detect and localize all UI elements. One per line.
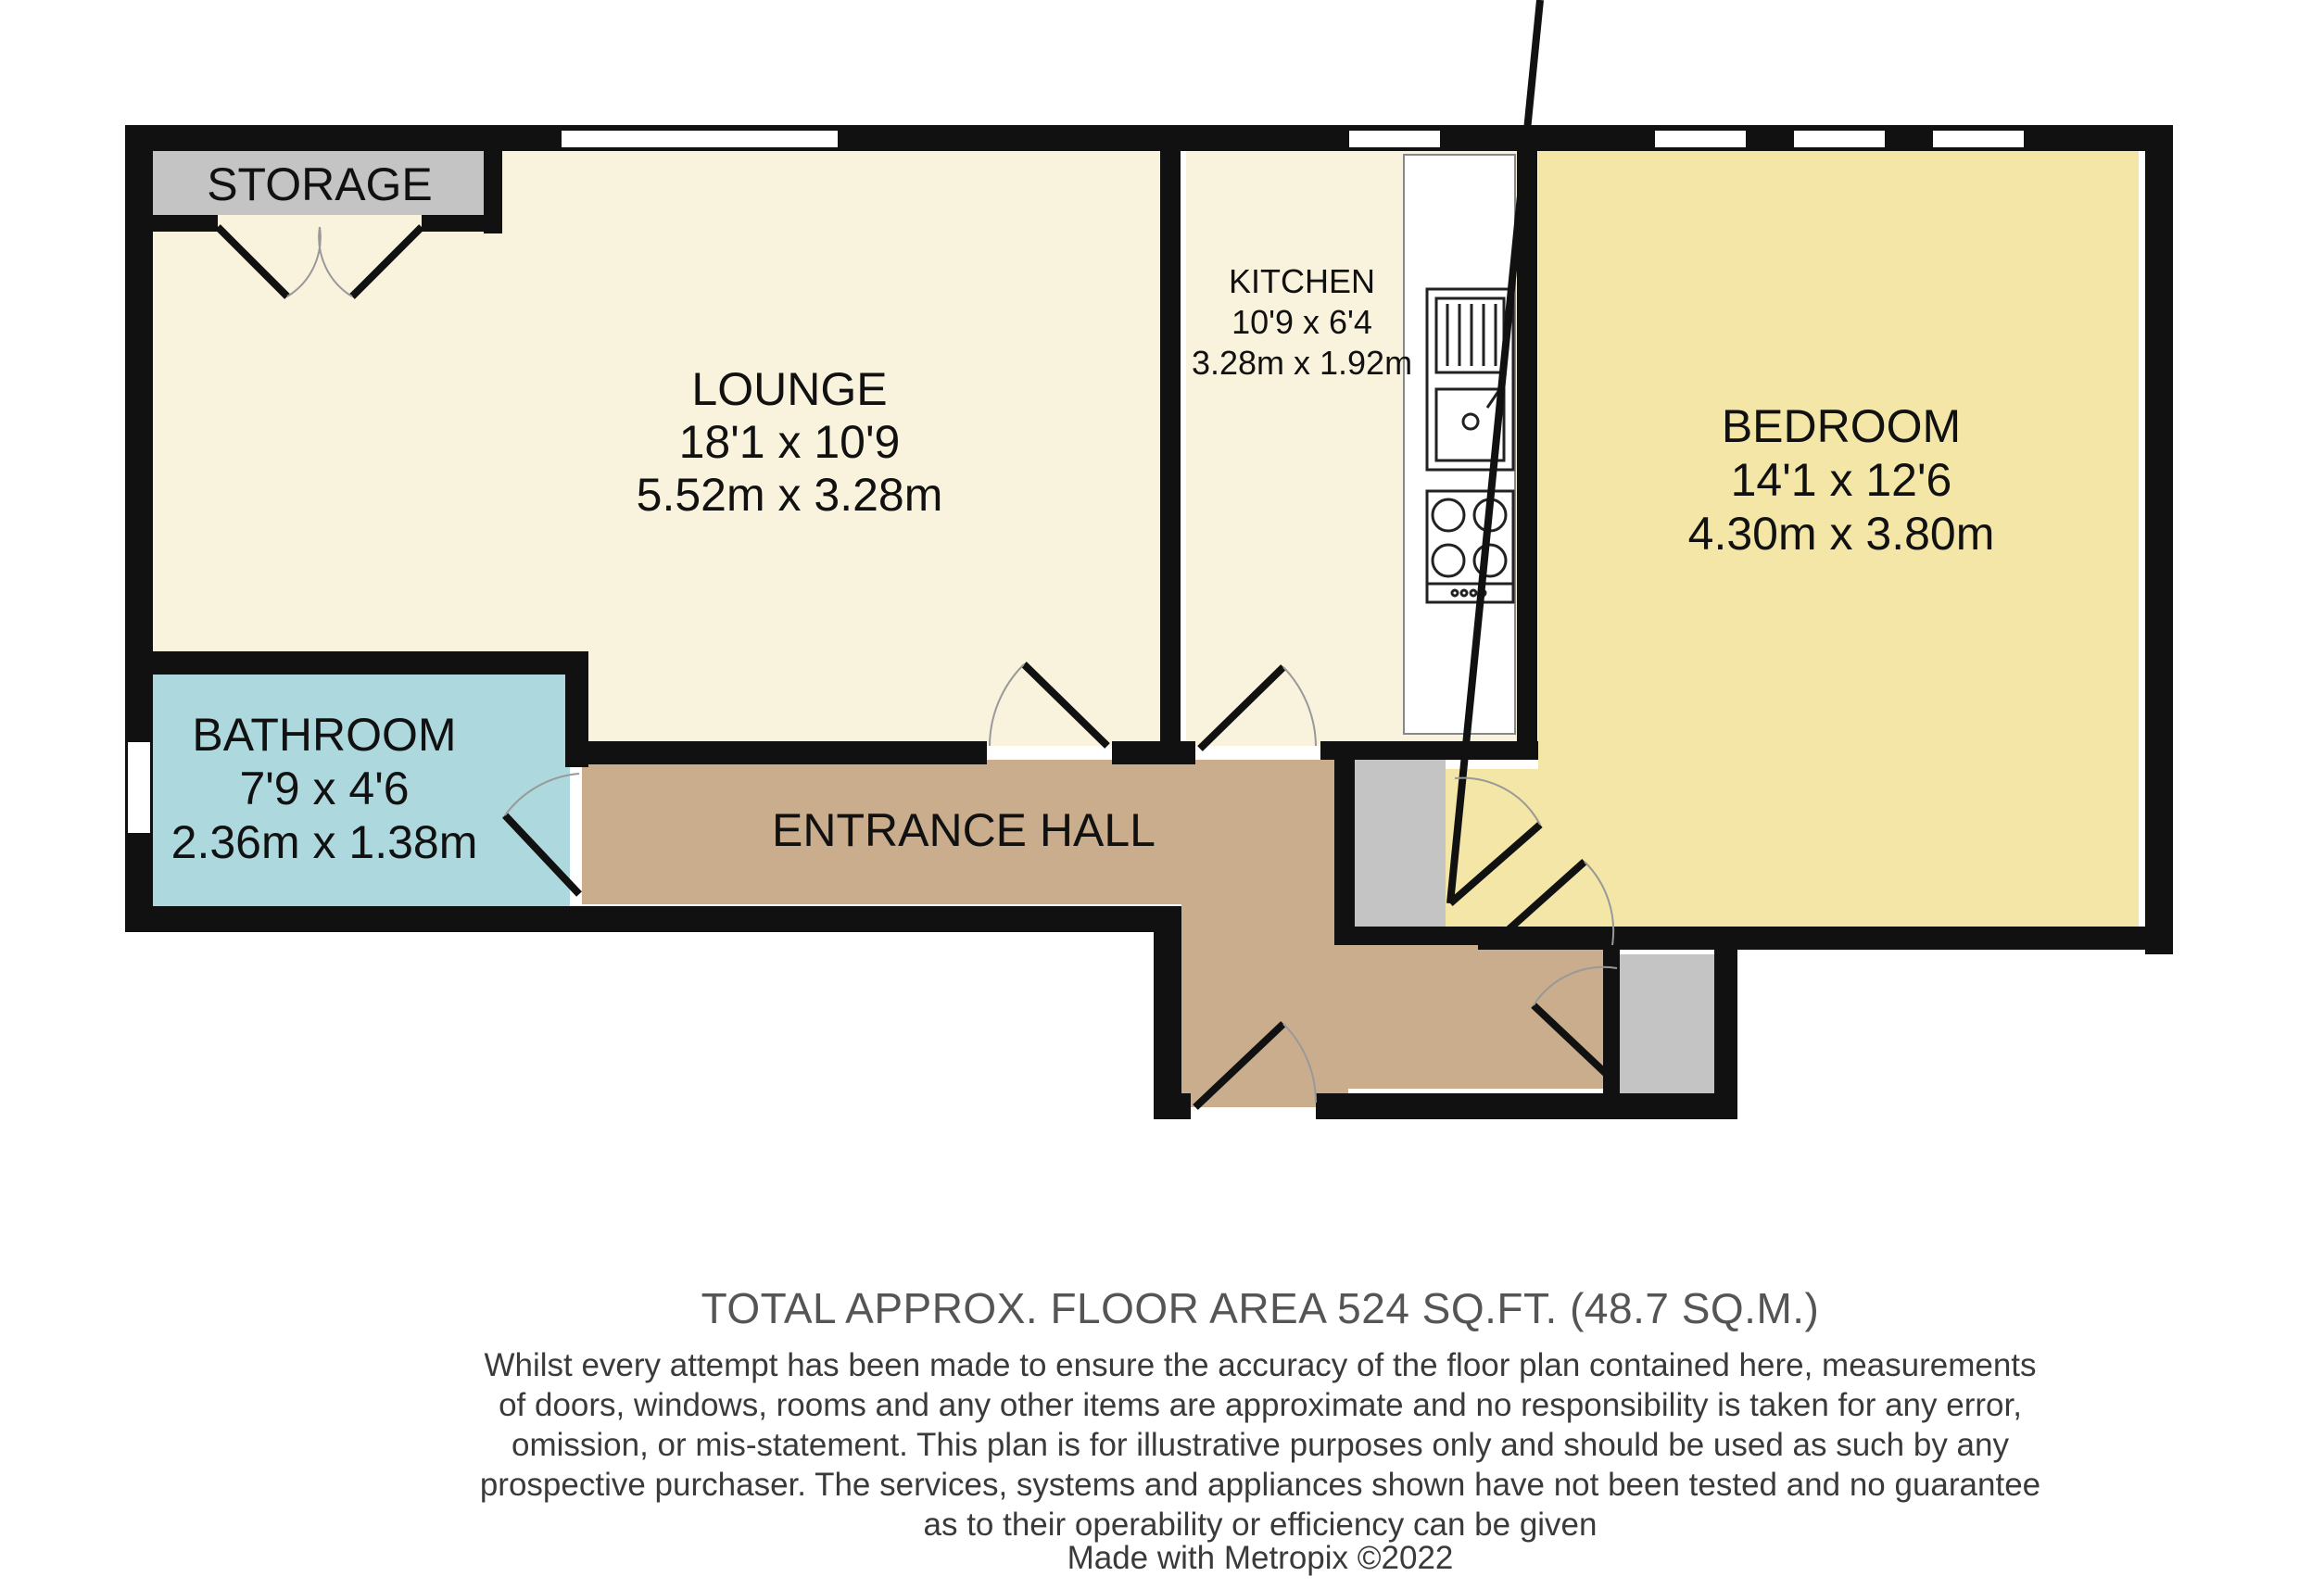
cupboard-right [1620, 954, 1717, 1093]
disclaimer-line: of doors, windows, rooms and any other items are approximate and no responsibility is taken for any error, [499, 1387, 2022, 1423]
cupboard-left [1353, 760, 1446, 931]
hall-floor-lower [1181, 760, 1348, 1107]
bedroom-imperial: 14'1 x 12'6 [1730, 454, 1952, 506]
hall-floor-corridor [1334, 945, 1617, 1089]
bedroom-name: BEDROOM [1721, 400, 1962, 452]
lounge-imperial: 18'1 x 10'9 [678, 416, 901, 468]
wall-lounge-hall-b [1112, 741, 1195, 764]
storage-label: STORAGE [207, 158, 433, 210]
lounge-metric: 5.52m x 3.28m [636, 469, 943, 521]
wall-bottom-left [125, 906, 1181, 932]
disclaimer-line: Whilst every attempt has been made to ensure the accuracy of the floor plan contained here, measurements [484, 1347, 2037, 1383]
lounge-floor-lower [575, 655, 1165, 746]
bedroom-metric: 4.30m x 3.80m [1687, 508, 1995, 560]
bathroom-name: BATHROOM [192, 709, 457, 761]
wall-storage-bottom-b [422, 215, 500, 232]
lounge-name: LOUNGE [691, 363, 888, 415]
wall-storage-bottom [153, 215, 218, 232]
wall-hall-bottom-b [1316, 1093, 1737, 1119]
bathroom-metric: 2.36m x 1.38m [171, 816, 478, 868]
hob-icon [1427, 491, 1513, 602]
wall-cupboard-left-outer [1334, 750, 1355, 945]
kitchen-imperial: 10'9 x 6'4 [1231, 303, 1372, 341]
disclaimer-line: prospective purchaser. The services, systems and appliances shown have not been tested and no guarantee [479, 1467, 2041, 1503]
total-floor-area: TOTAL APPROX. FLOOR AREA 524 SQ.FT. (48.7 SQ.M.) [701, 1284, 1820, 1332]
disclaimer-line: omission, or mis-statement. This plan is for illustrative purposes only and should be used as such by any [512, 1427, 2009, 1463]
wall-hall-bottom-a [1154, 1093, 1191, 1119]
disclaimer-line: as to their operability or efficiency can be given [923, 1507, 1598, 1543]
wall-hall-lower-left [1154, 906, 1181, 1119]
window-lounge [561, 130, 839, 148]
wall-right [2145, 125, 2173, 954]
wall-hall-right [1714, 927, 1737, 1119]
wall-lounge-hall-a [565, 741, 987, 764]
lounge-floor [153, 150, 1165, 655]
credit-line: Made with Metropix ©2022 [1067, 1540, 1454, 1576]
bathroom-imperial: 7'9 x 4'6 [239, 763, 410, 814]
kitchen-name: KITCHEN [1228, 262, 1376, 300]
hall-name: ENTRANCE HALL [772, 804, 1156, 856]
room-fills [153, 150, 2139, 1107]
wall-kitchen-bedroom [1517, 150, 1537, 752]
kitchen-metric: 3.28m x 1.92m [1191, 344, 1413, 382]
window-bedroom-2 [1793, 130, 1886, 148]
window-bathroom [127, 741, 151, 834]
window-bedroom-1 [1654, 130, 1747, 148]
window-kitchen [1348, 130, 1441, 148]
window-bedroom-3 [1932, 130, 2025, 148]
wall-lounge-bath [153, 651, 588, 675]
disclaimer [463, 1345, 2057, 1545]
wall-bedroom-bottom [1478, 927, 2173, 950]
wall-lounge-kitchen [1160, 150, 1181, 762]
